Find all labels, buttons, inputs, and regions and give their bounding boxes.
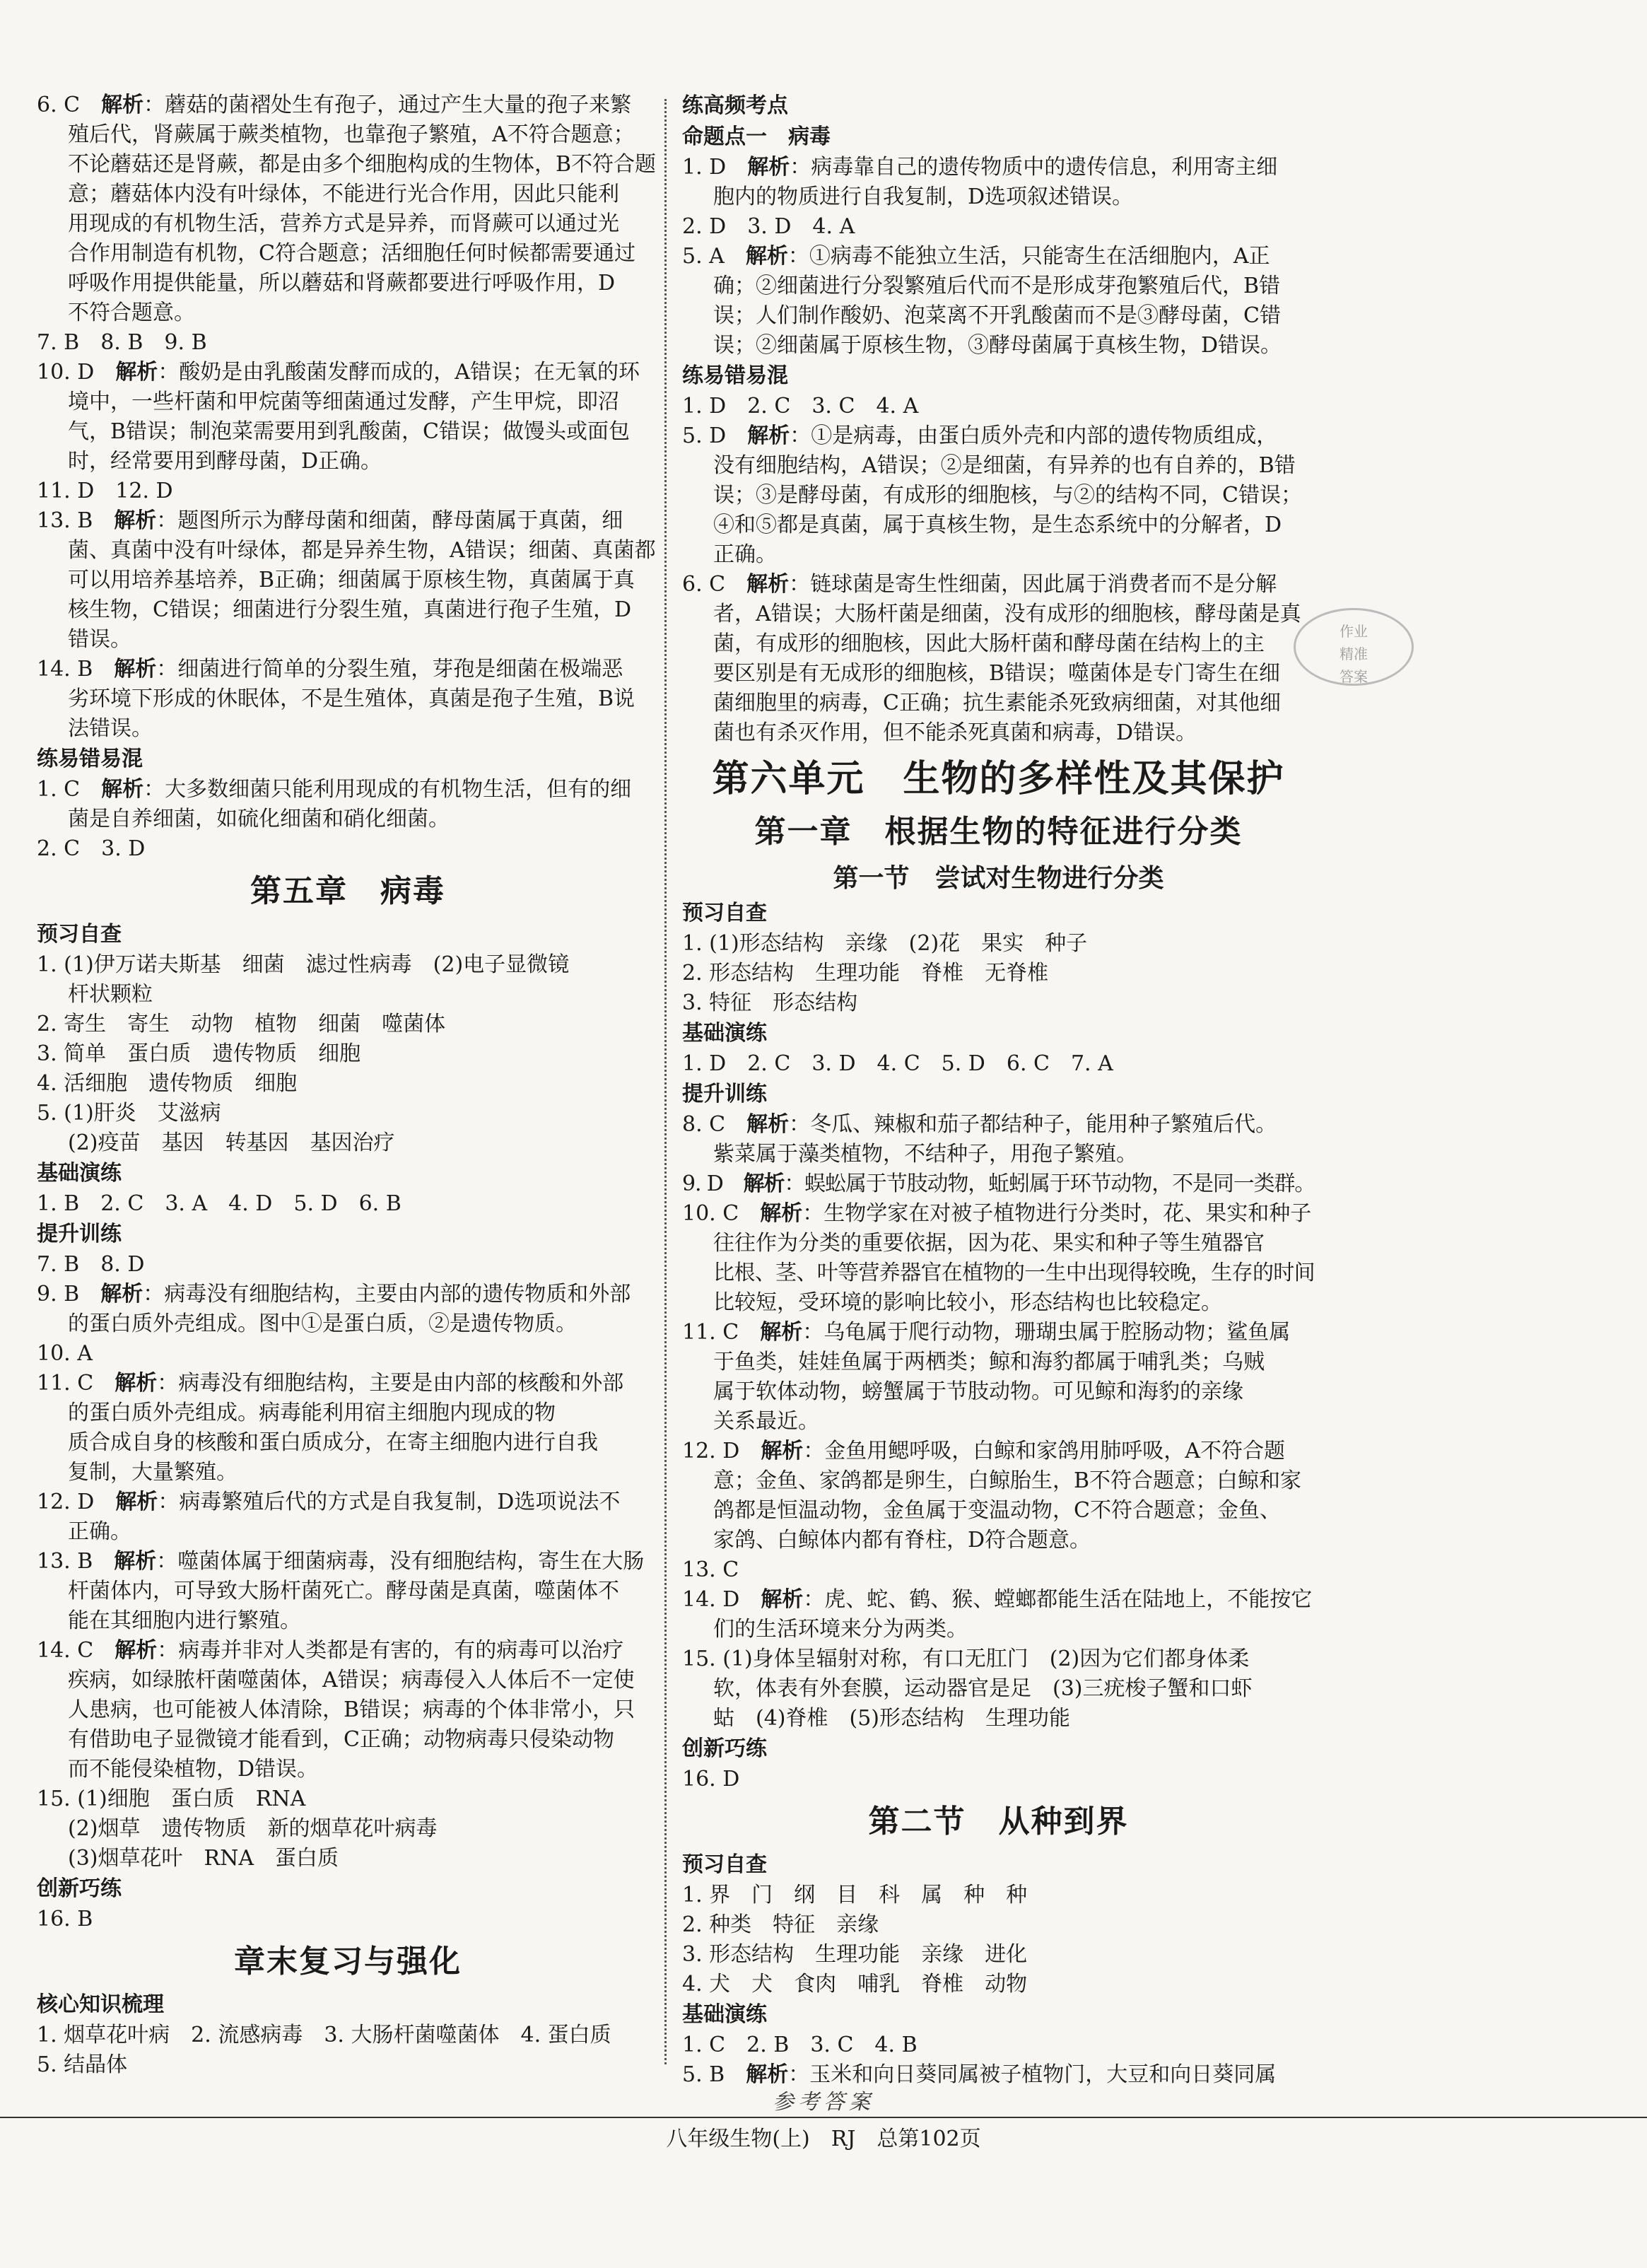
answer-continuation: 劣环境下形成的休眠体，不是生殖体，真菌是孢子生殖，B说	[68, 686, 635, 711]
answer-line: 1. (1)形态结构 亲缘 (2)花 果实 种子	[682, 931, 1088, 956]
footer-info: 八年级生物(上) RJ 总第102页	[666, 2127, 981, 2151]
answer-line	[682, 242, 1315, 271]
answer-line	[682, 421, 1315, 451]
answer-continuation: 错误。	[68, 627, 131, 652]
answer-line: 2. C 3. D	[37, 836, 146, 861]
section-heading: 基础演练	[682, 2002, 767, 2027]
answer-line: 7. B 8. D	[37, 1252, 145, 1277]
analysis-label: 解析	[101, 777, 144, 802]
answer-continuation: 疾病，如绿脓杆菌噬菌体，A错误；病毒侵入人体后不一定使	[68, 1668, 635, 1693]
answer-line: 1. D 2. C 3. D 4. C 5. D 6. C 7. A	[682, 1051, 1113, 1076]
answer-continuation: 胞内的物质进行自我复制，D选项叙述错误。	[713, 185, 1134, 209]
analysis-text: ：虎、蛇、鹤、猴、螳螂都能生活在陆地上，不能按它	[803, 1587, 1313, 1612]
answer-line: 1. D 2. C 3. C 4. A	[682, 394, 919, 419]
answer-key: 1. C	[37, 777, 102, 802]
answer-line	[682, 570, 1315, 600]
answer-continuation: 复制，大量繁殖。	[68, 1460, 238, 1485]
answer-line	[37, 1280, 659, 1309]
section-heading: 创新巧练	[37, 1876, 122, 1901]
analysis-label: 解析	[745, 244, 788, 269]
answer-line	[37, 655, 659, 684]
answer-continuation: 杆状颗粒	[68, 982, 153, 1007]
answer-continuation: 呼吸作用提供能量，所以蘑菇和肾蕨都要进行呼吸作用，D	[68, 271, 616, 296]
analysis-text: ：①病毒不能独立生活，只能寄生在活细胞内，A正	[787, 244, 1270, 269]
answer-line	[37, 775, 659, 805]
answer-line	[682, 153, 1315, 182]
answer-line: 4. 犬 犬 食肉 哺乳 脊椎 动物	[682, 1972, 1028, 1997]
answer-continuation: 鸽都是恒温动物，金鱼属于变温动物，C不符合题意；金鱼、	[713, 1498, 1281, 1523]
answer-key: 10. C	[682, 1201, 761, 1226]
watermark-stamp	[1294, 608, 1414, 686]
answer-continuation: 合作用制造有机物，C符合题意；活细胞任何时候都需要通过	[68, 241, 635, 266]
answer-continuation: 不符合题意。	[68, 300, 195, 325]
answer-key: 5. B	[682, 2062, 746, 2087]
answer-continuation: 能在其细胞内进行繁殖。	[68, 1608, 301, 1633]
analysis-text: ：金鱼用鳃呼吸，白鲸和家鸽用肺呼吸，A不符合题	[803, 1439, 1285, 1463]
answer-continuation: 者，A错误；大肠杆菌是细菌，没有成形的细胞核，酵母菌是真	[713, 602, 1301, 626]
answer-line	[682, 1318, 1315, 1348]
answer-continuation: 的蛋白质外壳组成。图中①是蛋白质，②是遗传物质。	[68, 1311, 577, 1336]
answer-key: 13. B	[37, 1549, 115, 1574]
section-heading: 提升训练	[682, 1082, 767, 1106]
answer-line	[682, 1199, 1315, 1229]
answer-continuation: 的蛋白质外壳组成。病毒能利用宿主细胞内现成的物	[68, 1401, 556, 1425]
analysis-label: 解析	[100, 1282, 143, 1307]
answer-line	[37, 1636, 659, 1666]
answer-line: 11. D 12. D	[37, 479, 173, 503]
answer-continuation: 时，经常要用到酵母菌，D正确。	[68, 449, 382, 474]
answer-line	[682, 1585, 1315, 1615]
answer-key: 8. C	[682, 1112, 747, 1137]
answer-continuation: 意；蘑菇体内没有叶绿体，不能进行光合作用，因此只能利	[68, 182, 619, 206]
answer-continuation: 属于软体动物，螃蟹属于节肢动物。可见鲸和海豹的亲缘	[713, 1379, 1243, 1404]
analysis-text: ：病毒没有细胞结构，主要是由内部的核酸和外部	[157, 1371, 624, 1396]
answer-continuation: 菌、真菌中没有叶绿体，都是异养生物，A错误；细菌、真菌都	[68, 538, 656, 563]
analysis-text: ：乌龟属于爬行动物，珊瑚虫属于腔肠动物；鲨鱼属	[802, 1320, 1291, 1345]
column-divider	[664, 99, 667, 2064]
footer-rule	[0, 2117, 1647, 2118]
answer-key: 5. A	[682, 244, 746, 269]
answer-continuation: 往往作为分类的重要依据，因为花、果实和种子等生殖器官	[713, 1231, 1265, 1256]
answer-line	[682, 1110, 1315, 1140]
answer-key: 12. D	[682, 1439, 761, 1463]
answer-line	[37, 506, 659, 536]
analysis-text: ：病毒繁殖后代的方式是自我复制，D选项说法不	[158, 1490, 621, 1514]
answer-continuation: 气，B错误；制泡菜需要用到乳酸菌，C错误；做馒头或面包	[68, 419, 630, 444]
answer-continuation: 误；②细菌属于原核生物，③酵母菌属于真核生物，D错误。	[713, 333, 1282, 358]
answer-continuation: 殖后代，肾蕨属于蕨类植物，也靠孢子繁殖，A不符合题意；	[68, 122, 635, 147]
analysis-text: ：细菌进行简单的分裂生殖，芽孢是细菌在极端恶	[156, 657, 623, 682]
answer-line: 1. C 2. B 3. C 4. B	[682, 2033, 918, 2057]
analysis-text: ：大多数细菌只能利用现成的有机物生活，但有的细	[143, 777, 632, 802]
analysis-label: 解析	[746, 2062, 789, 2087]
answer-continuation: 人患病，也可能被人体清除，B错误；病毒的个体非常小，只	[68, 1697, 635, 1722]
answer-continuation: 菌，有成形的细胞核，因此大肠杆菌和酵母菌在结构上的主	[713, 631, 1265, 656]
analysis-label: 解析	[114, 657, 157, 682]
answer-continuation: 于鱼类，娃娃鱼属于两栖类；鲸和海豹都属于哺乳类；乌贼	[713, 1350, 1265, 1374]
analysis-text: ：噬菌体属于细菌病毒，没有细胞结构，寄生在大肠	[156, 1549, 645, 1574]
answer-continuation: 法错误。	[68, 716, 153, 741]
left-column	[37, 90, 659, 2080]
analysis-label: 解析	[747, 155, 790, 180]
answer-continuation: 没有细胞结构，A错误；②是细菌，有异养的也有自养的，B错	[713, 453, 1296, 478]
answer-continuation: (2)烟草 遗传物质 新的烟草花叶病毒	[68, 1816, 438, 1841]
answer-continuation: 而不能侵染植物，D错误。	[68, 1757, 319, 1782]
analysis-text: ：玉米和向日葵同属被子植物门，大豆和向日葵同属	[788, 2062, 1277, 2087]
answer-continuation: 比较短，受环境的影响比较小，形态结构也比较稳定。	[713, 1290, 1222, 1315]
section-heading: 命题点一 病毒	[682, 124, 831, 149]
answer-continuation: 蛄 (4)脊椎 (5)形态结构 生理功能	[713, 1706, 1070, 1731]
answer-continuation: ④和⑤都是真菌，属于真核生物，是生态系统中的分解者，D	[713, 513, 1282, 537]
answer-line: 1. 界 门 纲 目 科 属 种 种	[682, 1883, 1028, 1907]
answer-line: 7. B 8. B 9. B	[37, 330, 207, 355]
right-column	[682, 90, 1315, 2090]
unit-title: 第六单元 生物的多样性及其保护	[712, 758, 1285, 800]
answer-key: 14. B	[37, 657, 115, 682]
answer-line: 5. 结晶体	[37, 2052, 128, 2077]
section-heading: 基础演练	[37, 1161, 122, 1186]
section-heading: 练高频考点	[682, 93, 788, 118]
answer-line	[37, 1547, 659, 1577]
section-heading: 基础演练	[682, 1021, 767, 1046]
chapter-title: 第五章 病毒	[250, 873, 445, 909]
section-heading: 核心知识梳理	[37, 1992, 164, 2017]
answer-line: 4. 活细胞 遗传物质 细胞	[37, 1071, 298, 1096]
analysis-label: 解析	[760, 1201, 803, 1226]
answer-line: 10. A	[37, 1341, 93, 1366]
answer-key: 11. C	[682, 1320, 761, 1345]
section-heading: 提升训练	[37, 1222, 122, 1246]
answer-continuation: 家鸽、白鲸体内都有脊柱，D符合题意。	[713, 1528, 1091, 1553]
answer-continuation: 可以用培养基培养，B正确；细菌属于原核生物，真菌属于真	[68, 568, 635, 592]
footer-title: 参考答案	[773, 2090, 874, 2115]
analysis-text: ：蘑菇的菌褶处生有孢子，通过产生大量的孢子来繁	[143, 93, 632, 117]
answer-continuation: 误；③是酵母菌，有成形的细胞核，与②的结构不同，C错误；	[713, 483, 1302, 508]
answer-key: 6. C	[37, 93, 102, 117]
section-heading: 练易错易混	[37, 747, 143, 771]
answer-line: 2. 形态结构 生理功能 脊椎 无脊椎	[682, 961, 1049, 986]
answer-line: 13. C	[682, 1557, 739, 1582]
chapter-title: 第一章 根据生物的特征进行分类	[754, 814, 1243, 850]
analysis-text: ：链球菌是寄生性细菌，因此属于消费者而不是分解	[789, 572, 1277, 597]
analysis-text: ：题图所示为酵母菌和细菌，酵母菌属于真菌，细	[156, 508, 623, 533]
analysis-label: 解析	[115, 1490, 158, 1514]
analysis-text: ：病毒靠自己的遗传物质中的遗传信息，利用寄主细	[790, 155, 1278, 180]
section-heading: 预习自查	[682, 901, 767, 925]
answer-line: 3. 简单 蛋白质 遗传物质 细胞	[37, 1041, 361, 1066]
analysis-label: 解析	[746, 1112, 790, 1137]
answer-continuation: 质合成自身的核酸和蛋白质成分，在寄主细胞内进行自我	[68, 1430, 598, 1455]
chapter-title: 章末复习与强化	[234, 1943, 462, 1980]
answer-continuation: 核生物，C错误；细菌进行分裂生殖，真菌进行孢子生殖，D	[68, 597, 632, 622]
analysis-label: 解析	[115, 360, 158, 385]
answer-continuation: 软，体表有外套膜，运动器官是足 (3)三疣梭子蟹和口虾	[713, 1676, 1253, 1701]
analysis-text: ：酸奶是由乳酸菌发酵而成的，A错误；在无氧的环	[158, 360, 640, 385]
answer-continuation: 们的生活环境来分为两类。	[713, 1617, 968, 1642]
answer-line: 1. 烟草花叶病 2. 流感病毒 3. 大肠杆菌噬菌体 4. 蛋白质	[37, 2023, 611, 2047]
answer-continuation: 不论蘑菇还是肾蕨，都是由多个细胞构成的生物体，B不符合题	[68, 152, 657, 177]
answer-continuation: 比根、茎、叶等营养器官在植物的一生中出现得较晚，生存的时间	[713, 1261, 1315, 1285]
analysis-label: 解析	[115, 1638, 158, 1663]
analysis-label: 解析	[114, 508, 157, 533]
answer-line: 3. 形态结构 生理功能 亲缘 进化	[682, 1942, 1028, 1967]
answer-key: 1. D	[682, 155, 748, 180]
answer-continuation: 正确。	[68, 1519, 131, 1544]
answer-continuation: 误；人们制作酸奶、泡菜离不开乳酸菌而不是③酵母菌，C错	[713, 303, 1281, 328]
answer-continuation: 意；金鱼、家鸽都是卵生，白鲸胎生，B不符合题意；白鲸和家	[713, 1468, 1302, 1493]
answer-continuation: 要区别是有无成形的细胞核，B错误；噬菌体是专门寄生在细	[713, 661, 1281, 686]
answer-key: 9. D	[682, 1171, 744, 1196]
answer-line: 1. (1)伊万诺夫斯基 细菌 滤过性病毒 (2)电子显微镜	[37, 952, 570, 977]
answer-continuation: 确；②细菌进行分裂繁殖后代而不是形成芽孢繁殖后代，B错	[713, 274, 1281, 298]
answer-line	[682, 1437, 1315, 1466]
answer-continuation: 菌细胞里的病毒，C正确；抗生素能杀死致病细菌，对其他细	[713, 691, 1281, 715]
answer-line: 2. D 3. D 4. A	[682, 214, 855, 239]
answer-key: 6. C	[682, 572, 747, 597]
analysis-text: ：病毒并非对人类都是有害的，有的病毒可以治疗	[157, 1638, 624, 1663]
answer-line: 1. B 2. C 3. A 4. D 5. D 6. B	[37, 1191, 402, 1216]
answer-continuation: 用现成的有机物生活，营养方式是异养，而肾蕨可以通过光	[68, 211, 619, 236]
answer-continuation: 菌也有杀灭作用，但不能杀死真菌和病毒，D错误。	[713, 720, 1197, 745]
answer-continuation: (3)烟草花叶 RNA 蛋白质	[68, 1846, 339, 1871]
chapter-title: 第二节 从种到界	[868, 1804, 1129, 1840]
answer-key: 11. C	[37, 1371, 115, 1396]
answer-line: 15. (1)细胞 蛋白质 RNA	[37, 1787, 306, 1811]
answer-continuation: 关系最近。	[713, 1409, 819, 1434]
analysis-label: 解析	[761, 1439, 804, 1463]
answer-continuation: 境中，一些杆菌和甲烷菌等细菌通过发酵，产生甲烷，即沼	[68, 390, 619, 414]
answer-line: 3. 特征 形态结构	[682, 990, 858, 1015]
analysis-text: ：病毒没有细胞结构，主要由内部的遗传物质和外部	[143, 1282, 631, 1307]
section-heading: 练易错易混	[682, 363, 788, 388]
answer-key: 5. D	[682, 423, 748, 448]
answer-line: 16. B	[37, 1907, 93, 1931]
stamp-line-1: 作业	[1340, 623, 1368, 640]
analysis-label: 解析	[747, 423, 790, 448]
answer-key: 10. D	[37, 360, 116, 385]
answer-line: 5. (1)肝炎 艾滋病	[37, 1101, 221, 1126]
answer-line: 15. (1)身体呈辐射对称，有口无肛门 (2)因为它们都身体柔	[682, 1647, 1250, 1671]
answer-line	[37, 1487, 659, 1517]
answer-line	[37, 1369, 659, 1398]
section-heading: 创新巧练	[682, 1736, 767, 1761]
analysis-text: ：①是病毒，由蛋白质外壳和内部的遗传物质组成，	[790, 423, 1278, 448]
answer-key: 14. D	[682, 1587, 761, 1612]
analysis-label: 解析	[761, 1587, 804, 1612]
answer-key: 12. D	[37, 1490, 116, 1514]
analysis-label: 解析	[115, 1371, 158, 1396]
answer-continuation: 有借助电子显微镜才能看到，C正确；动物病毒只侵染动物	[68, 1727, 614, 1752]
answer-line: 2. 寄生 寄生 动物 植物 细菌 噬菌体	[37, 1012, 446, 1036]
answer-key: 13. B	[37, 508, 115, 533]
answer-continuation: 紫菜属于藻类植物，不结种子，用孢子繁殖。	[713, 1142, 1137, 1167]
answer-line: 16. D	[682, 1767, 740, 1791]
stamp-line-3: 答案	[1340, 668, 1368, 685]
answer-key: 14. C	[37, 1638, 115, 1663]
stamp-line-2: 精准	[1340, 645, 1368, 662]
answer-continuation: 菌是自养细菌，如硫化细菌和硝化细菌。	[68, 807, 450, 831]
analysis-text: ：冬瓜、辣椒和茄子都结种子，能用种子繁殖后代。	[789, 1112, 1277, 1137]
answer-line	[37, 358, 659, 387]
answer-continuation: (2)疫苗 基因 转基因 基因治疗	[68, 1130, 395, 1155]
answer-key: 9. B	[37, 1282, 101, 1307]
answer-line	[37, 90, 659, 120]
analysis-text: ：生物学家在对被子植物进行分类时，花、果实和种子	[802, 1201, 1312, 1226]
analysis-label: 解析	[743, 1171, 785, 1196]
analysis-label: 解析	[746, 572, 790, 597]
subsection-title: 第一节 尝试对生物进行分类	[833, 864, 1164, 893]
answer-line: 2. 种类 特征 亲缘	[682, 1912, 879, 1937]
analysis-text: ：蜈蚣属于节肢动物，蚯蚓属于环节动物，不是同一类群。	[784, 1171, 1315, 1196]
section-heading: 预习自查	[37, 922, 122, 947]
analysis-label: 解析	[760, 1320, 803, 1345]
answer-line	[682, 1169, 1315, 1199]
answer-continuation: 杆菌体内，可导致大肠杆菌死亡。酵母菌是真菌，噬菌体不	[68, 1579, 619, 1603]
analysis-label: 解析	[114, 1549, 157, 1574]
analysis-label: 解析	[101, 93, 144, 117]
section-heading: 预习自查	[682, 1852, 767, 1877]
answer-continuation: 正确。	[713, 542, 777, 567]
